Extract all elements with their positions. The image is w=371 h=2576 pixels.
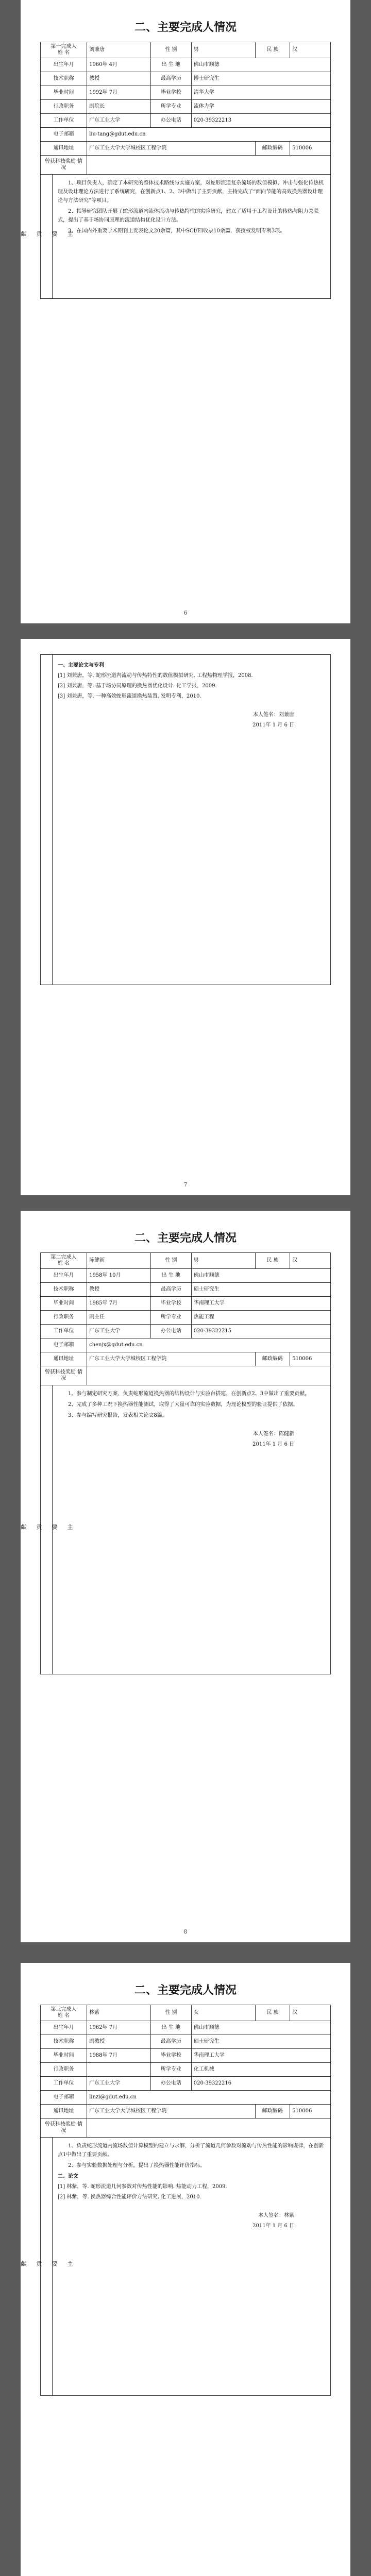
nation-label: 民 族: [255, 42, 290, 58]
major-label: 所学专业: [150, 2063, 191, 2077]
contribution-box: [20, 2138, 331, 2396]
admin-post-label: 行政职务: [41, 1311, 87, 1325]
phone-value: 020-39322216: [191, 2077, 330, 2091]
contribution-paragraph: 3、参与编写研究报告，发表相关论文8篇。: [68, 1413, 167, 1418]
name-label: 第一完成人 姓 名: [41, 42, 87, 58]
grad-school-value: 华南理工大学: [191, 1297, 330, 1311]
degree-value: 博士研究生: [191, 72, 330, 86]
awards-label: 曾获科技奖励 情况: [41, 156, 87, 175]
email-value: chenjx@gdut.edu.cn: [87, 1338, 331, 1352]
degree-value: 硕士研究生: [191, 1283, 330, 1297]
person-info-table: [40, 1252, 331, 1385]
contribution-text: [53, 655, 330, 985]
contribution-paragraph: 2、参与实验数据处理与分析，提出了换热器性能评价指标。: [68, 2163, 206, 2168]
major-label: 所学专业: [150, 1311, 191, 1325]
awards-label: 曾获科技奖励 情况: [41, 2119, 87, 2138]
email-label: 电子邮箱: [41, 2091, 87, 2105]
birth-label: 出生年月: [41, 2021, 87, 2035]
work-unit-value: 广东工业大学: [87, 1325, 151, 1338]
title-label: 技术职称: [41, 72, 87, 86]
contribution-paragraph: 1、参与制定研究方案，负责蛇形流道换热器的结构设计与实验台搭建，在创新点2、3中做出了重要贡献。: [68, 1391, 310, 1397]
awards-value: [87, 156, 331, 175]
awards-value: [87, 1366, 331, 1385]
birth-label: 出生年月: [41, 1269, 87, 1283]
address-value: 广东工业大学大学城校区工程学院: [87, 2105, 256, 2119]
list-item: [1] 林紫，等. 蛇形流道几何参数对传热性能的影响. 热能动力工程，2009.: [58, 2184, 227, 2190]
name-value: 林紫: [87, 2005, 151, 2021]
section-title: 二、主要完成人情况: [134, 21, 237, 34]
grad-school-value: 华南理工大学: [191, 2049, 330, 2063]
major-value: 热能工程: [191, 1311, 330, 1325]
grad-school-label: 毕业学校: [150, 86, 191, 100]
contribution-paragraph: 1、负责蛇形流道内流场数值计算模型的建立与求解，分析了流道几何参数对流动与传热性能的影响规律，在创新点1中做出了重要贡献。: [58, 2143, 324, 2158]
nation-value: 汉: [290, 42, 331, 58]
major-value: 流体力学: [191, 100, 330, 114]
title-value: 教授: [87, 1283, 151, 1297]
address-label: 通讯地址: [41, 142, 87, 156]
title-value: 教授: [87, 72, 151, 86]
gender-label: 性 别: [150, 2005, 191, 2021]
degree-value: 硕士研究生: [191, 2035, 330, 2049]
list-item: [2] 林紫，等. 换热器综合性能评价方法研究. 化工进展，2010.: [58, 2194, 201, 2200]
name-label: 第二完成人 姓 名: [41, 1253, 87, 1269]
section-title: 二、主要完成人情况: [134, 1231, 237, 1245]
phone-label: 办公电话: [150, 114, 191, 128]
list-item: [2] 刘兼唐，等. 基于场协同原理的换热器优化设计. 化工学报，2009.: [58, 683, 217, 689]
list-heading: 二、论文: [58, 2174, 78, 2179]
person-card-3: [20, 1978, 331, 2396]
person-info-table: [40, 2005, 331, 2138]
address-value: 广东工业大学大学城校区工程学院: [87, 1352, 256, 1366]
phone-value: 020-39322213: [191, 114, 330, 128]
degree-label: 最高学历: [150, 2035, 191, 2049]
grad-school-label: 毕业学校: [150, 2049, 191, 2063]
email-label: 电子邮箱: [41, 128, 87, 142]
document-page-3: [21, 1211, 350, 1942]
gender-value: 男: [191, 1253, 255, 1269]
page-number: 8: [183, 1928, 188, 1935]
zip-label: 邮政编码: [255, 142, 290, 156]
work-unit-label: 工作单位: [41, 114, 87, 128]
contribution-text: [53, 175, 330, 298]
contribution-side-label: 主 要 贡 献: [41, 2138, 53, 2395]
contribution-text: [53, 2138, 330, 2395]
grad-time-label: 毕业时间: [41, 86, 87, 100]
sign-date: 2011年 1 月 6 日: [252, 722, 294, 728]
birth-value: 1960年 4月: [87, 58, 151, 72]
zip-value: 510006: [290, 2105, 331, 2119]
major-value: 化工机械: [191, 2063, 330, 2077]
email-value: linzi@gdut.edu.cn: [87, 2091, 331, 2105]
signature: 本人签名：陈健新: [253, 1431, 294, 1437]
signature: 本人签名：刘兼唐: [253, 712, 294, 718]
nation-label: 民 族: [255, 2005, 290, 2021]
grad-time-value: 1988年 7月: [87, 2049, 151, 2063]
grad-time-value: 1992年 7月: [87, 86, 151, 100]
name-value: 刘兼唐: [87, 42, 151, 58]
title-label: 技术职称: [41, 2035, 87, 2049]
list-heading: 一、主要论文与专利: [58, 663, 104, 668]
contribution-box: [40, 654, 331, 985]
birthplace-label: 出 生 地: [150, 2021, 191, 2035]
gender-label: 性 别: [150, 1253, 191, 1269]
admin-post-label: 行政职务: [41, 2063, 87, 2077]
birthplace-value: 佛山市顺德: [191, 1269, 330, 1283]
list-item: [1] 刘兼唐，等. 蛇形流道内流动与传热特性的数值模拟研究. 工程热物理学报，2008.: [58, 673, 253, 679]
contribution-text: [53, 1385, 330, 1674]
contribution-paragraph: 1、项目负责人，确定了本研究的整体技术路线与实施方案，对蛇形流道复杂流场的数值模拟、冲击与强化传热机理及设计理论方法进行了系统研究，在创新点1、2、3中做出了主要贡献，主持完成了“面向节能的高效换热器设计理论与方法研究”等项目。: [58, 180, 324, 204]
zip-value: 510006: [290, 1352, 331, 1366]
sign-date: 2011年 1 月 6 日: [252, 2223, 294, 2229]
admin-post-value: [87, 2063, 151, 2077]
signature-block: [58, 710, 325, 731]
admin-post-value: 副院长: [87, 100, 151, 114]
list-item: [3] 刘兼唐，等. 一种高效蛇形流道换热装置. 发明专利，2010.: [58, 693, 201, 699]
work-unit-label: 工作单位: [41, 1325, 87, 1338]
work-unit-value: 广东工业大学: [87, 114, 151, 128]
admin-post-value: 副主任: [87, 1311, 151, 1325]
email-label: 电子邮箱: [41, 1338, 87, 1352]
signature: 本人签名：林紫: [258, 2213, 294, 2218]
document-page-2: [21, 639, 350, 1195]
birthplace-label: 出 生 地: [150, 1269, 191, 1283]
zip-label: 邮政编码: [255, 1352, 290, 1366]
nation-value: 汉: [290, 1253, 331, 1269]
phone-value: 020-39322215: [191, 1325, 330, 1338]
admin-post-label: 行政职务: [41, 100, 87, 114]
grad-school-value: 清华大学: [191, 86, 330, 100]
address-label: 通讯地址: [41, 2105, 87, 2119]
awards-value: [87, 2119, 331, 2138]
gender-label: 性 别: [150, 42, 191, 58]
person-card-1: [20, 15, 331, 299]
gender-value: 男: [191, 42, 255, 58]
contribution-box: [20, 1385, 331, 1674]
contribution-side-label: 主 要 贡 献: [41, 175, 53, 298]
page-number: 6: [183, 609, 188, 616]
grad-school-label: 毕业学校: [150, 1297, 191, 1311]
signature-block: [58, 1429, 325, 1450]
email-value: liu-tang@gdut.edu.cn: [87, 128, 331, 142]
zip-value: 510006: [290, 142, 331, 156]
name-value: 陈健新: [87, 1253, 151, 1269]
address-value: 广东工业大学大学城校区工程学院: [87, 142, 256, 156]
degree-label: 最高学历: [150, 1283, 191, 1297]
contribution-paragraph: 3、在国内外重要学术期刊上发表论文20余篇，其中SCI/EI收录10余篇，获授权发明专利3项。: [68, 228, 285, 234]
signature-block: [58, 2211, 325, 2231]
birthplace-value: 佛山市顺德: [191, 2021, 330, 2035]
person-info-table: [40, 42, 331, 175]
birthplace-label: 出 生 地: [150, 58, 191, 72]
name-label: 第三完成人 姓 名: [41, 2005, 87, 2021]
nation-label: 民 族: [255, 1253, 290, 1269]
phone-label: 办公电话: [150, 1325, 191, 1338]
grad-time-label: 毕业时间: [41, 1297, 87, 1311]
grad-time-label: 毕业时间: [41, 2049, 87, 2063]
phone-label: 办公电话: [150, 2077, 191, 2091]
birth-label: 出生年月: [41, 58, 87, 72]
degree-label: 最高学历: [150, 72, 191, 86]
person-card-2: [20, 1226, 331, 1674]
title-value: 副教授: [87, 2035, 151, 2049]
document-page-1: [21, 0, 350, 623]
sign-date: 2011年 1 月 6 日: [252, 1442, 294, 1447]
grad-time-value: 1985年 7月: [87, 1297, 151, 1311]
contribution-paragraph: 2、完成了多种工况下换热器性能测试，取得了大量可靠的实验数据，为理论模型的验证提供了依据。: [68, 1402, 298, 1408]
work-unit-label: 工作单位: [41, 2077, 87, 2091]
awards-label: 曾获科技奖励 情况: [41, 1366, 87, 1385]
nation-value: 汉: [290, 2005, 331, 2021]
contribution-box: [20, 175, 331, 299]
birthplace-value: 佛山市顺德: [191, 58, 330, 72]
address-label: 通讯地址: [41, 1352, 87, 1366]
contribution-side-blank: [41, 655, 53, 985]
birth-value: 1958年 10月: [87, 1269, 151, 1283]
major-label: 所学专业: [150, 100, 191, 114]
section-title: 二、主要完成人情况: [134, 1984, 237, 1997]
zip-label: 邮政编码: [255, 2105, 290, 2119]
work-unit-value: 广东工业大学: [87, 2077, 151, 2091]
document-page-4: [21, 1963, 350, 2576]
birth-value: 1962年 7月: [87, 2021, 151, 2035]
contribution-side-label: 主 要 贡 献: [41, 1385, 53, 1674]
contribution-continuation: [40, 654, 331, 985]
title-label: 技术职称: [41, 1283, 87, 1297]
gender-value: 女: [191, 2005, 255, 2021]
page-number: 7: [183, 1181, 188, 1188]
contribution-paragraph: 2、指导研究团队开展了蛇形流道内流体流动与传热特性的实验研究，建立了适用于工程设计的传热与阻力关联式，提出了基于场协同原理的流道结构优化设计方法。: [58, 209, 319, 223]
